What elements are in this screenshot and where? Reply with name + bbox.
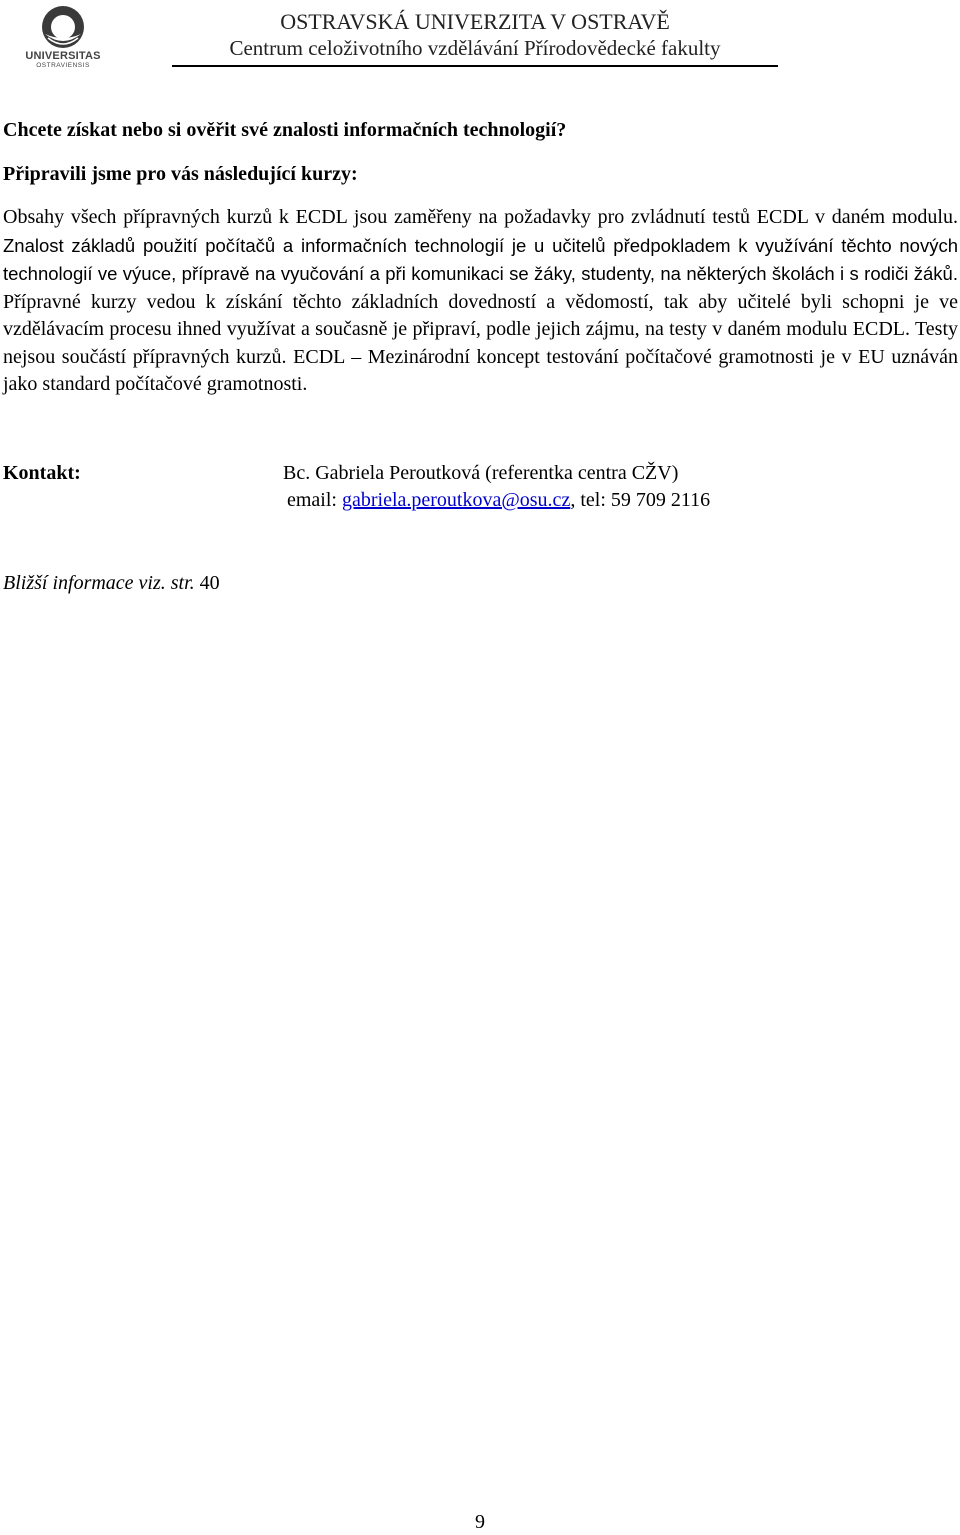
contact-email-line: [287, 486, 710, 514]
page-header: [172, 9, 778, 67]
question-heading: Chcete získat nebo si ověřit své znalosti informačních technologií?: [3, 119, 567, 141]
logo-text-line2: OSTRAVIENSIS: [36, 62, 90, 69]
university-emblem-icon: [40, 4, 86, 50]
header-title: OSTRAVSKÁ UNIVERZITA V OSTRAVĚ: [280, 9, 670, 34]
university-logo: [22, 4, 104, 76]
header-subtitle: Centrum celoživotního vzdělávání Přírodovědecké fakulty: [229, 36, 721, 60]
paragraph-part-1: Obsahy všech přípravných kurzů k ECDL jsou zaměřeny na požadavky pro zvládnutí testů ECDL v daném modulu.: [3, 206, 958, 228]
contact-tel: , tel: 59 709 2116: [570, 489, 711, 511]
contact-name: Bc. Gabriela Peroutková (referentka centra CŽV): [283, 462, 679, 484]
logo-text-line1: UNIVERSITAS: [25, 50, 101, 62]
more-info-text: Bližší informace viz. str.: [3, 572, 195, 594]
contact-label: Kontakt:: [3, 462, 81, 484]
body-paragraph: [3, 204, 958, 399]
main-content: [3, 116, 958, 399]
email-prefix: email:: [287, 489, 342, 511]
more-info: [3, 569, 220, 597]
page-number: 9: [475, 1511, 485, 1533]
email-link[interactable]: gabriela.peroutkova@osu.cz: [341, 489, 571, 511]
intro-heading: Připravili jsme pro vás následující kurzy:: [3, 163, 358, 185]
more-info-page: 40: [194, 572, 220, 594]
paragraph-part-2: Znalost základů použití počítačů a informačních technologií je u učitelů předpokladem k využívání těchto nových technologií ve výuce, přípravě na vyučování a při komunikaci se žáky, studenty, na některých školách i s rodiči žáků.: [3, 234, 958, 284]
paragraph-part-3: Přípravné kurzy vedou k získání těchto základních dovedností a vědomostí, tak aby učitelé byli schopni je ve vzdělávacím procesu ihned využívat a současně je připraví, podle jejich zájmu, na testy v daném modulu ECDL. Testy nejsou součástí přípravných kurzů. ECDL – Mezinárodní koncept testování počítačové gramotnosti je v EU uznáván jako standard počítačové gramotnosti.: [3, 290, 958, 395]
